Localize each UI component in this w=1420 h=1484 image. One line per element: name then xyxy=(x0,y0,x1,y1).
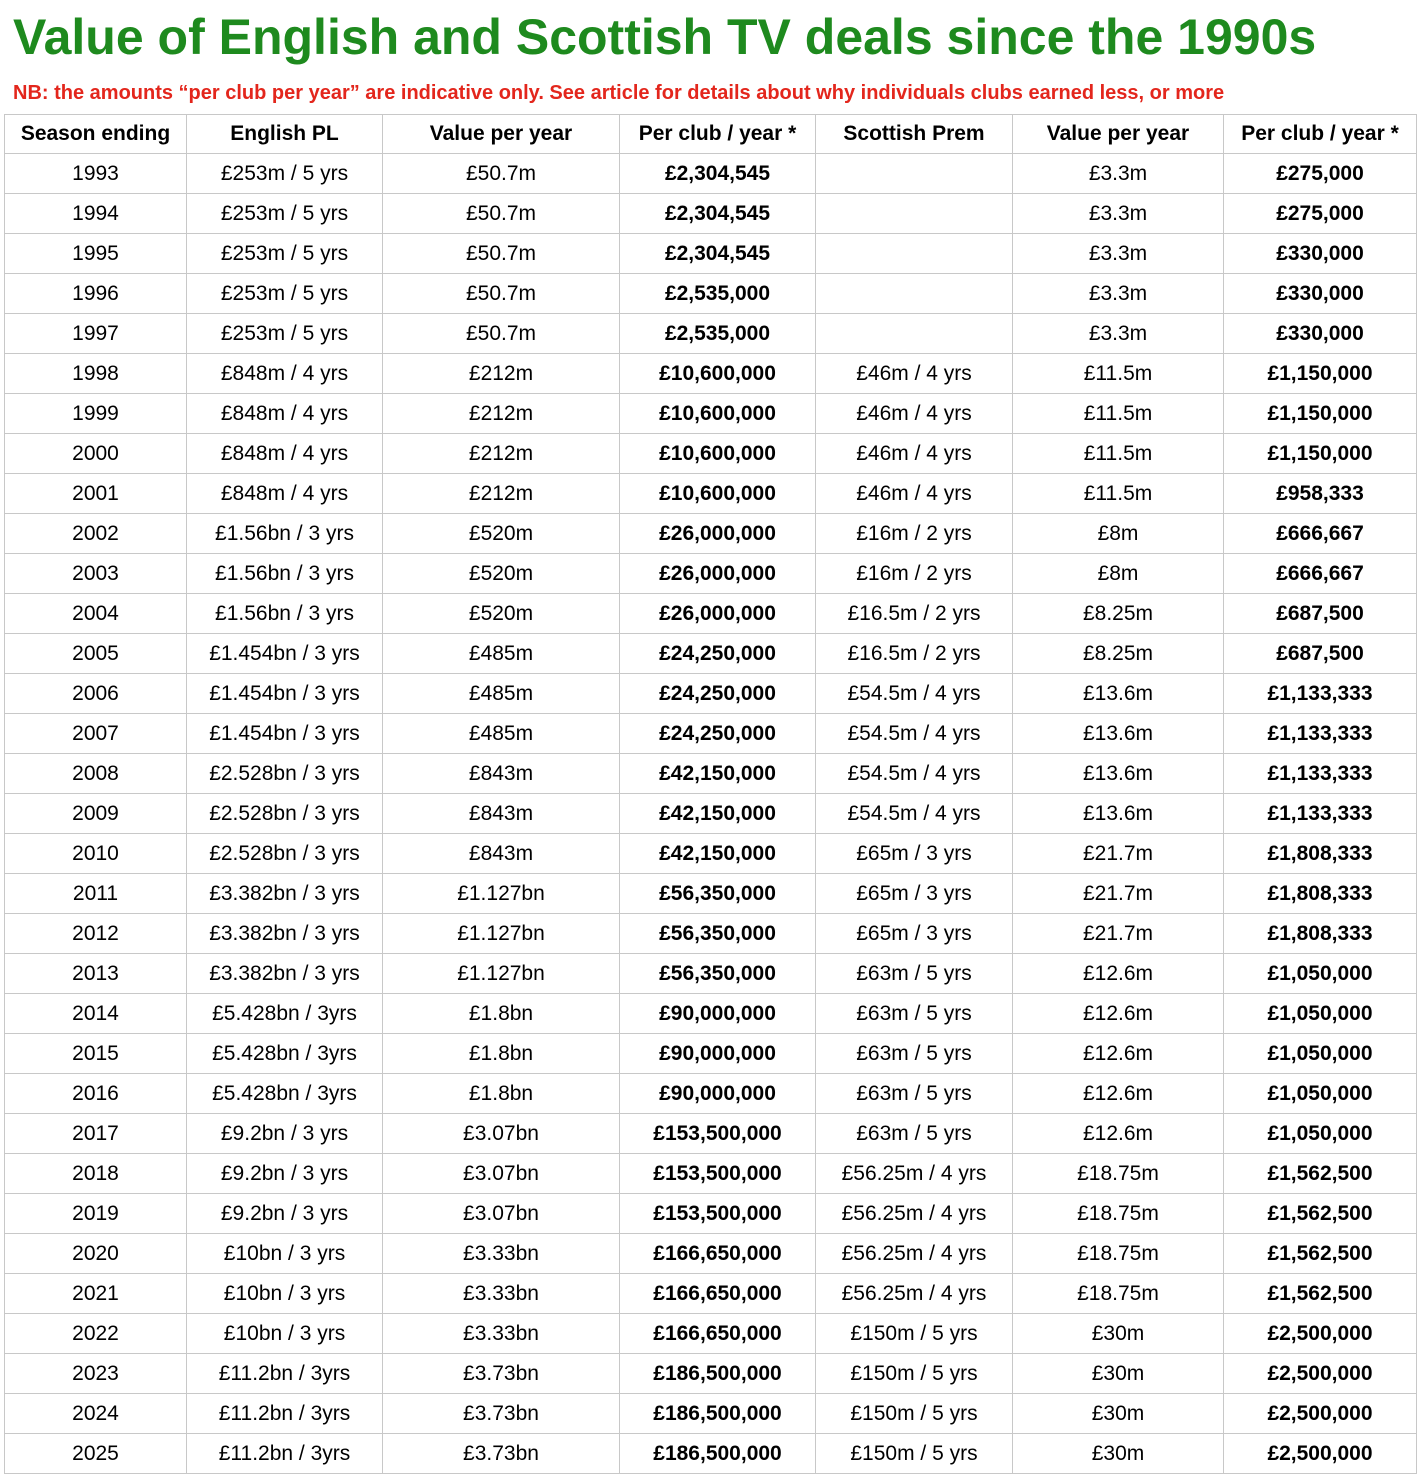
col-header-scottish-prem: Scottish Prem xyxy=(816,115,1013,154)
scottish-per-club-cell: £1,562,500 xyxy=(1224,1154,1417,1194)
english-value-cell: £3.33bn xyxy=(383,1274,620,1314)
english-per-club-cell: £24,250,000 xyxy=(620,714,816,754)
english-deal-cell: £848m / 4 yrs xyxy=(187,394,383,434)
english-deal-cell: £5.428bn / 3yrs xyxy=(187,1074,383,1114)
english-deal-cell: £5.428bn / 3yrs xyxy=(187,1034,383,1074)
english-value-cell: £3.33bn xyxy=(383,1234,620,1274)
season-cell: 2014 xyxy=(5,994,187,1034)
table-row xyxy=(5,434,1417,474)
english-per-club-cell: £10,600,000 xyxy=(620,434,816,474)
table-row xyxy=(5,1034,1417,1074)
scottish-per-club-cell: £330,000 xyxy=(1224,314,1417,354)
scottish-deal-cell: £150m / 5 yrs xyxy=(816,1434,1013,1474)
english-deal-cell: £3.382bn / 3 yrs xyxy=(187,874,383,914)
scottish-deal-cell: £150m / 5 yrs xyxy=(816,1314,1013,1354)
scottish-value-cell: £3.3m xyxy=(1013,274,1224,314)
english-value-cell: £212m xyxy=(383,474,620,514)
english-deal-cell: £2.528bn / 3 yrs xyxy=(187,754,383,794)
scottish-deal-cell: £65m / 3 yrs xyxy=(816,914,1013,954)
english-deal-cell: £10bn / 3 yrs xyxy=(187,1234,383,1274)
english-deal-cell: £11.2bn / 3yrs xyxy=(187,1354,383,1394)
table-row xyxy=(5,714,1417,754)
scottish-deal-cell: £65m / 3 yrs xyxy=(816,834,1013,874)
scottish-value-cell: £8.25m xyxy=(1013,594,1224,634)
english-per-club-cell: £90,000,000 xyxy=(620,1074,816,1114)
english-deal-cell: £1.56bn / 3 yrs xyxy=(187,554,383,594)
season-cell: 2024 xyxy=(5,1394,187,1434)
scottish-value-cell: £21.7m xyxy=(1013,914,1224,954)
table-row xyxy=(5,1394,1417,1434)
english-deal-cell: £1.454bn / 3 yrs xyxy=(187,714,383,754)
scottish-deal-cell: £56.25m / 4 yrs xyxy=(816,1234,1013,1274)
english-per-club-cell: £24,250,000 xyxy=(620,634,816,674)
english-per-club-cell: £166,650,000 xyxy=(620,1314,816,1354)
scottish-deal-cell: £56.25m / 4 yrs xyxy=(816,1194,1013,1234)
english-deal-cell: £848m / 4 yrs xyxy=(187,474,383,514)
scottish-per-club-cell: £1,133,333 xyxy=(1224,754,1417,794)
english-deal-cell: £1.454bn / 3 yrs xyxy=(187,634,383,674)
scottish-deal-cell: £150m / 5 yrs xyxy=(816,1354,1013,1394)
english-deal-cell: £9.2bn / 3 yrs xyxy=(187,1194,383,1234)
english-per-club-cell: £24,250,000 xyxy=(620,674,816,714)
table-row xyxy=(5,1234,1417,1274)
scottish-per-club-cell: £1,133,333 xyxy=(1224,674,1417,714)
header-row xyxy=(5,115,1417,154)
english-value-cell: £843m xyxy=(383,794,620,834)
english-value-cell: £520m xyxy=(383,554,620,594)
english-value-cell: £3.73bn xyxy=(383,1354,620,1394)
season-cell: 2020 xyxy=(5,1234,187,1274)
english-deal-cell: £11.2bn / 3yrs xyxy=(187,1434,383,1474)
english-per-club-cell: £2,535,000 xyxy=(620,314,816,354)
scottish-value-cell: £3.3m xyxy=(1013,194,1224,234)
scottish-deal-cell: £63m / 5 yrs xyxy=(816,1034,1013,1074)
scottish-deal-cell xyxy=(816,314,1013,354)
scottish-value-cell: £18.75m xyxy=(1013,1274,1224,1314)
season-cell: 2002 xyxy=(5,514,187,554)
scottish-value-cell: £11.5m xyxy=(1013,434,1224,474)
scottish-deal-cell: £150m / 5 yrs xyxy=(816,1394,1013,1434)
scottish-value-cell: £11.5m xyxy=(1013,474,1224,514)
english-deal-cell: £9.2bn / 3 yrs xyxy=(187,1114,383,1154)
english-per-club-cell: £42,150,000 xyxy=(620,754,816,794)
english-deal-cell: £253m / 5 yrs xyxy=(187,314,383,354)
scottish-per-club-cell: £1,050,000 xyxy=(1224,994,1417,1034)
scottish-per-club-cell: £275,000 xyxy=(1224,154,1417,194)
scottish-deal-cell xyxy=(816,234,1013,274)
table-row xyxy=(5,874,1417,914)
season-cell: 2012 xyxy=(5,914,187,954)
page-title: Value of English and Scottish TV deals since the 1990s xyxy=(13,9,1317,65)
table-row xyxy=(5,474,1417,514)
english-deal-cell: £848m / 4 yrs xyxy=(187,434,383,474)
scottish-value-cell: £3.3m xyxy=(1013,154,1224,194)
table-row xyxy=(5,1274,1417,1314)
scottish-per-club-cell: £1,050,000 xyxy=(1224,954,1417,994)
english-per-club-cell: £153,500,000 xyxy=(620,1154,816,1194)
season-cell: 1998 xyxy=(5,354,187,394)
english-per-club-cell: £2,304,545 xyxy=(620,234,816,274)
english-per-club-cell: £2,535,000 xyxy=(620,274,816,314)
season-cell: 1994 xyxy=(5,194,187,234)
english-value-cell: £50.7m xyxy=(383,274,620,314)
english-per-club-cell: £42,150,000 xyxy=(620,794,816,834)
scottish-value-cell: £21.7m xyxy=(1013,874,1224,914)
season-cell: 2001 xyxy=(5,474,187,514)
scottish-per-club-cell: £666,667 xyxy=(1224,514,1417,554)
scottish-value-cell: £12.6m xyxy=(1013,1114,1224,1154)
english-per-club-cell: £10,600,000 xyxy=(620,474,816,514)
scottish-per-club-cell: £1,562,500 xyxy=(1224,1194,1417,1234)
table-row xyxy=(5,394,1417,434)
english-value-cell: £485m xyxy=(383,634,620,674)
english-per-club-cell: £10,600,000 xyxy=(620,354,816,394)
english-deal-cell: £5.428bn / 3yrs xyxy=(187,994,383,1034)
scottish-per-club-cell: £2,500,000 xyxy=(1224,1354,1417,1394)
season-cell: 1993 xyxy=(5,154,187,194)
table-row xyxy=(5,314,1417,354)
scottish-value-cell: £12.6m xyxy=(1013,1034,1224,1074)
english-deal-cell: £253m / 5 yrs xyxy=(187,154,383,194)
scottish-per-club-cell: £1,050,000 xyxy=(1224,1034,1417,1074)
english-per-club-cell: £186,500,000 xyxy=(620,1354,816,1394)
scottish-value-cell: £11.5m xyxy=(1013,394,1224,434)
season-cell: 2007 xyxy=(5,714,187,754)
scottish-value-cell: £12.6m xyxy=(1013,954,1224,994)
season-cell: 2005 xyxy=(5,634,187,674)
season-cell: 2016 xyxy=(5,1074,187,1114)
scottish-deal-cell: £16.5m / 2 yrs xyxy=(816,594,1013,634)
english-deal-cell: £2.528bn / 3 yrs xyxy=(187,834,383,874)
scottish-per-club-cell: £1,562,500 xyxy=(1224,1234,1417,1274)
scottish-per-club-cell: £1,150,000 xyxy=(1224,354,1417,394)
english-value-cell: £1.127bn xyxy=(383,874,620,914)
english-deal-cell: £10bn / 3 yrs xyxy=(187,1274,383,1314)
scottish-deal-cell: £46m / 4 yrs xyxy=(816,394,1013,434)
season-cell: 2011 xyxy=(5,874,187,914)
scottish-value-cell: £18.75m xyxy=(1013,1154,1224,1194)
english-deal-cell: £253m / 5 yrs xyxy=(187,194,383,234)
english-value-cell: £3.07bn xyxy=(383,1114,620,1154)
table-body xyxy=(5,154,1417,1474)
english-deal-cell: £10bn / 3 yrs xyxy=(187,1314,383,1354)
english-deal-cell: £848m / 4 yrs xyxy=(187,354,383,394)
english-deal-cell: £3.382bn / 3 yrs xyxy=(187,914,383,954)
scottish-value-cell: £30m xyxy=(1013,1434,1224,1474)
english-per-club-cell: £166,650,000 xyxy=(620,1274,816,1314)
scottish-per-club-cell: £1,808,333 xyxy=(1224,914,1417,954)
col-header-season-ending: Season ending xyxy=(5,115,187,154)
english-per-club-cell: £186,500,000 xyxy=(620,1434,816,1474)
scottish-value-cell: £8.25m xyxy=(1013,634,1224,674)
table-row xyxy=(5,1074,1417,1114)
english-value-cell: £212m xyxy=(383,394,620,434)
season-cell: 1995 xyxy=(5,234,187,274)
english-deal-cell: £1.56bn / 3 yrs xyxy=(187,514,383,554)
table-row xyxy=(5,834,1417,874)
col-header-english-pl: English PL xyxy=(187,115,383,154)
scottish-deal-cell: £46m / 4 yrs xyxy=(816,474,1013,514)
season-cell: 2019 xyxy=(5,1194,187,1234)
english-per-club-cell: £56,350,000 xyxy=(620,874,816,914)
english-value-cell: £1.127bn xyxy=(383,954,620,994)
table-row xyxy=(5,754,1417,794)
english-value-cell: £3.07bn xyxy=(383,1154,620,1194)
english-per-club-cell: £26,000,000 xyxy=(620,554,816,594)
scottish-value-cell: £13.6m xyxy=(1013,754,1224,794)
scottish-deal-cell xyxy=(816,194,1013,234)
scottish-value-cell: £12.6m xyxy=(1013,994,1224,1034)
english-value-cell: £50.7m xyxy=(383,194,620,234)
english-value-cell: £3.73bn xyxy=(383,1394,620,1434)
scottish-deal-cell: £46m / 4 yrs xyxy=(816,434,1013,474)
english-value-cell: £843m xyxy=(383,834,620,874)
scottish-per-club-cell: £1,050,000 xyxy=(1224,1074,1417,1114)
scottish-per-club-cell: £1,150,000 xyxy=(1224,394,1417,434)
english-per-club-cell: £90,000,000 xyxy=(620,1034,816,1074)
col-header-scottish-value-per-year: Value per year xyxy=(1013,115,1224,154)
table-row xyxy=(5,794,1417,834)
table-row xyxy=(5,554,1417,594)
scottish-deal-cell: £63m / 5 yrs xyxy=(816,954,1013,994)
col-header-english-value-per-year: Value per year xyxy=(383,115,620,154)
table-row xyxy=(5,234,1417,274)
scottish-value-cell: £18.75m xyxy=(1013,1234,1224,1274)
english-value-cell: £3.33bn xyxy=(383,1314,620,1354)
table-row xyxy=(5,354,1417,394)
season-cell: 2015 xyxy=(5,1034,187,1074)
season-cell: 2000 xyxy=(5,434,187,474)
scottish-per-club-cell: £687,500 xyxy=(1224,594,1417,634)
scottish-per-club-cell: £1,133,333 xyxy=(1224,714,1417,754)
scottish-value-cell: £12.6m xyxy=(1013,1074,1224,1114)
scottish-per-club-cell: £2,500,000 xyxy=(1224,1394,1417,1434)
season-cell: 2021 xyxy=(5,1274,187,1314)
table-row xyxy=(5,194,1417,234)
scottish-deal-cell xyxy=(816,274,1013,314)
english-value-cell: £3.07bn xyxy=(383,1194,620,1234)
scottish-per-club-cell: £2,500,000 xyxy=(1224,1434,1417,1474)
english-deal-cell: £253m / 5 yrs xyxy=(187,274,383,314)
english-per-club-cell: £10,600,000 xyxy=(620,394,816,434)
season-cell: 2025 xyxy=(5,1434,187,1474)
scottish-value-cell: £18.75m xyxy=(1013,1194,1224,1234)
english-value-cell: £485m xyxy=(383,674,620,714)
english-per-club-cell: £90,000,000 xyxy=(620,994,816,1034)
disclaimer-note: NB: the amounts “per club per year” are indicative only. See article for details about why individuals clubs earned less, or more xyxy=(13,82,1225,104)
season-cell: 2008 xyxy=(5,754,187,794)
english-deal-cell: £2.528bn / 3 yrs xyxy=(187,794,383,834)
scottish-per-club-cell: £330,000 xyxy=(1224,274,1417,314)
english-per-club-cell: £153,500,000 xyxy=(620,1194,816,1234)
season-cell: 2022 xyxy=(5,1314,187,1354)
english-per-club-cell: £26,000,000 xyxy=(620,514,816,554)
english-per-club-cell: £186,500,000 xyxy=(620,1394,816,1434)
season-cell: 2009 xyxy=(5,794,187,834)
scottish-per-club-cell: £687,500 xyxy=(1224,634,1417,674)
scottish-per-club-cell: £275,000 xyxy=(1224,194,1417,234)
table-row xyxy=(5,914,1417,954)
english-value-cell: £520m xyxy=(383,514,620,554)
scottish-per-club-cell: £330,000 xyxy=(1224,234,1417,274)
season-cell: 1996 xyxy=(5,274,187,314)
scottish-per-club-cell: £1,562,500 xyxy=(1224,1274,1417,1314)
scottish-deal-cell xyxy=(816,154,1013,194)
english-per-club-cell: £42,150,000 xyxy=(620,834,816,874)
english-deal-cell: £253m / 5 yrs xyxy=(187,234,383,274)
season-cell: 2004 xyxy=(5,594,187,634)
english-deal-cell: £9.2bn / 3 yrs xyxy=(187,1154,383,1194)
table-row xyxy=(5,594,1417,634)
tv-deals-table xyxy=(4,114,1417,1474)
table-row xyxy=(5,634,1417,674)
table-row xyxy=(5,154,1417,194)
english-value-cell: £1.8bn xyxy=(383,1034,620,1074)
english-value-cell: £1.127bn xyxy=(383,914,620,954)
scottish-deal-cell: £63m / 5 yrs xyxy=(816,994,1013,1034)
season-cell: 2013 xyxy=(5,954,187,994)
scottish-value-cell: £13.6m xyxy=(1013,714,1224,754)
english-value-cell: £212m xyxy=(383,354,620,394)
season-cell: 2006 xyxy=(5,674,187,714)
english-value-cell: £50.7m xyxy=(383,314,620,354)
table-row xyxy=(5,1194,1417,1234)
scottish-deal-cell: £63m / 5 yrs xyxy=(816,1074,1013,1114)
table-row xyxy=(5,674,1417,714)
scottish-value-cell: £13.6m xyxy=(1013,674,1224,714)
english-per-club-cell: £153,500,000 xyxy=(620,1114,816,1154)
scottish-deal-cell: £56.25m / 4 yrs xyxy=(816,1154,1013,1194)
english-value-cell: £520m xyxy=(383,594,620,634)
scottish-per-club-cell: £1,050,000 xyxy=(1224,1114,1417,1154)
scottish-value-cell: £8m xyxy=(1013,514,1224,554)
table-row xyxy=(5,1154,1417,1194)
scottish-value-cell: £3.3m xyxy=(1013,234,1224,274)
season-cell: 1997 xyxy=(5,314,187,354)
season-cell: 1999 xyxy=(5,394,187,434)
scottish-deal-cell: £46m / 4 yrs xyxy=(816,354,1013,394)
scottish-per-club-cell: £1,808,333 xyxy=(1224,834,1417,874)
table-row xyxy=(5,1314,1417,1354)
scottish-deal-cell: £54.5m / 4 yrs xyxy=(816,674,1013,714)
scottish-per-club-cell: £1,133,333 xyxy=(1224,794,1417,834)
season-cell: 2018 xyxy=(5,1154,187,1194)
english-deal-cell: £1.454bn / 3 yrs xyxy=(187,674,383,714)
scottish-value-cell: £13.6m xyxy=(1013,794,1224,834)
scottish-per-club-cell: £1,150,000 xyxy=(1224,434,1417,474)
season-cell: 2017 xyxy=(5,1114,187,1154)
scottish-per-club-cell: £958,333 xyxy=(1224,474,1417,514)
scottish-deal-cell: £54.5m / 4 yrs xyxy=(816,794,1013,834)
english-per-club-cell: £166,650,000 xyxy=(620,1234,816,1274)
col-header-scottish-per-club-year: Per club / year * xyxy=(1224,115,1417,154)
scottish-per-club-cell: £666,667 xyxy=(1224,554,1417,594)
english-value-cell: £3.73bn xyxy=(383,1434,620,1474)
scottish-deal-cell: £63m / 5 yrs xyxy=(816,1114,1013,1154)
scottish-value-cell: £30m xyxy=(1013,1394,1224,1434)
season-cell: 2023 xyxy=(5,1354,187,1394)
scottish-per-club-cell: £1,808,333 xyxy=(1224,874,1417,914)
english-per-club-cell: £56,350,000 xyxy=(620,954,816,994)
scottish-deal-cell: £16.5m / 2 yrs xyxy=(816,634,1013,674)
scottish-deal-cell: £65m / 3 yrs xyxy=(816,874,1013,914)
scottish-deal-cell: £54.5m / 4 yrs xyxy=(816,714,1013,754)
english-deal-cell: £3.382bn / 3 yrs xyxy=(187,954,383,994)
english-value-cell: £485m xyxy=(383,714,620,754)
english-value-cell: £212m xyxy=(383,434,620,474)
english-value-cell: £50.7m xyxy=(383,154,620,194)
table-row xyxy=(5,1114,1417,1154)
scottish-deal-cell: £54.5m / 4 yrs xyxy=(816,754,1013,794)
english-value-cell: £843m xyxy=(383,754,620,794)
english-value-cell: £1.8bn xyxy=(383,994,620,1034)
table-row xyxy=(5,274,1417,314)
scottish-value-cell: £30m xyxy=(1013,1354,1224,1394)
table-row xyxy=(5,514,1417,554)
english-deal-cell: £11.2bn / 3yrs xyxy=(187,1394,383,1434)
season-cell: 2003 xyxy=(5,554,187,594)
scottish-deal-cell: £16m / 2 yrs xyxy=(816,554,1013,594)
english-deal-cell: £1.56bn / 3 yrs xyxy=(187,594,383,634)
english-per-club-cell: £56,350,000 xyxy=(620,914,816,954)
english-per-club-cell: £2,304,545 xyxy=(620,194,816,234)
scottish-value-cell: £11.5m xyxy=(1013,354,1224,394)
table-row xyxy=(5,954,1417,994)
scottish-deal-cell: £16m / 2 yrs xyxy=(816,514,1013,554)
scottish-value-cell: £3.3m xyxy=(1013,314,1224,354)
table-row xyxy=(5,994,1417,1034)
scottish-value-cell: £30m xyxy=(1013,1314,1224,1354)
scottish-value-cell: £21.7m xyxy=(1013,834,1224,874)
english-value-cell: £1.8bn xyxy=(383,1074,620,1114)
scottish-value-cell: £8m xyxy=(1013,554,1224,594)
english-per-club-cell: £26,000,000 xyxy=(620,594,816,634)
season-cell: 2010 xyxy=(5,834,187,874)
scottish-deal-cell: £56.25m / 4 yrs xyxy=(816,1274,1013,1314)
table-row xyxy=(5,1434,1417,1474)
english-value-cell: £50.7m xyxy=(383,234,620,274)
col-header-english-per-club-year: Per club / year * xyxy=(620,115,816,154)
english-per-club-cell: £2,304,545 xyxy=(620,154,816,194)
table-row xyxy=(5,1354,1417,1394)
scottish-per-club-cell: £2,500,000 xyxy=(1224,1314,1417,1354)
